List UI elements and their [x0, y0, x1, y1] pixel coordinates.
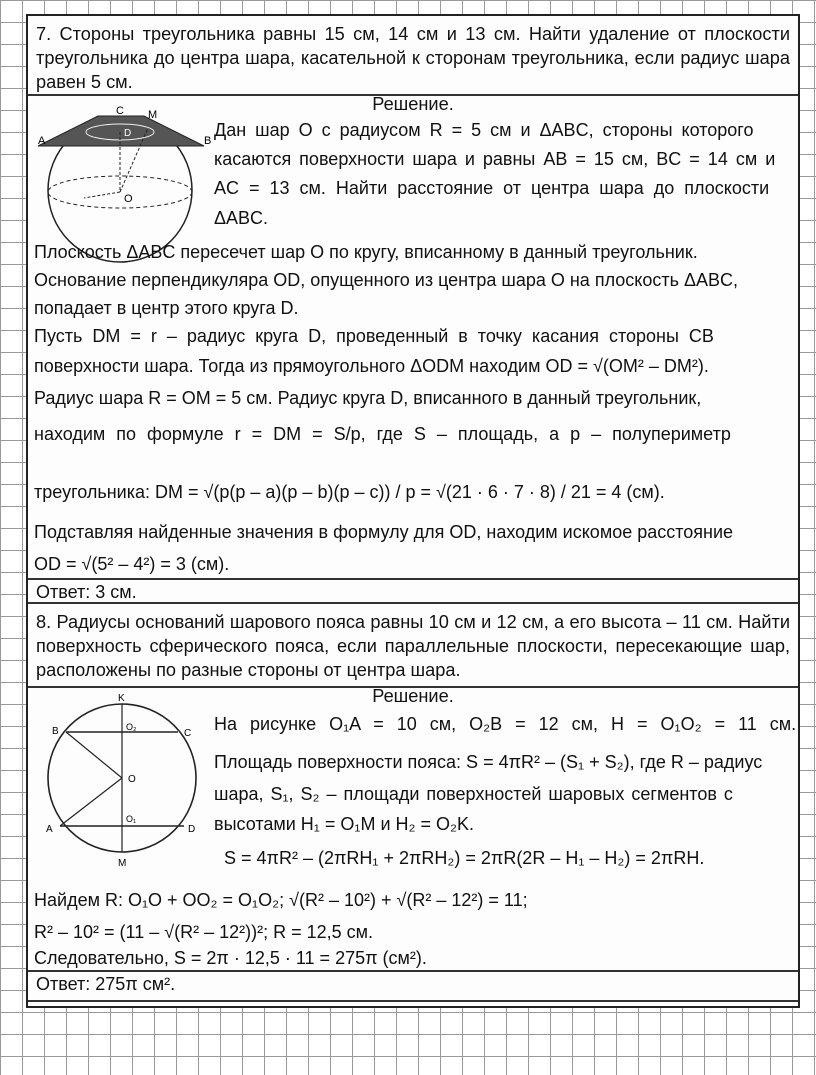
p8-line-1: На рисунке O₁A = 10 см, O₂B = 12 см, H = O₁O₂ = 11 см.: [214, 714, 797, 734]
svg-text:D: D: [124, 128, 132, 139]
spherical-zone-figure: [34, 692, 214, 872]
svg-text:O₂: O₂: [126, 722, 137, 732]
p7-line-8: Пусть DM = r – радиус круга D, проведенный в точку касания стороны CB: [34, 326, 714, 346]
svg-text:O: O: [128, 774, 136, 785]
p8-line-8: Следовательно, S = 2π · 12,5 · 11 = 275π (см²).: [34, 948, 427, 968]
p7-line-1: Дан шар O с радиусом R = 5 см и ΔABC, стороны которого: [214, 120, 754, 140]
svg-text:O₁: O₁: [126, 814, 137, 824]
svg-text:A: A: [46, 824, 53, 835]
p8-line-3: шара, S₁, S₂ – площади поверхностей шаровых сегментов с: [214, 784, 733, 804]
p7-line-12: треугольника: DM = √(p(p – a)(p – b)(p – c)) / p = √(21 · 6 · 7 · 8) / 21 = 4 (см).: [34, 482, 665, 502]
p7-line-11: находим по формуле r = DM = S/p, где S – площадь, а p – полупериметр: [34, 424, 731, 444]
problem-8-solution: [28, 688, 798, 972]
svg-text:M: M: [118, 858, 127, 869]
p7-line-14: OD = √(5² – 4²) = 3 (см).: [34, 554, 230, 574]
problem-8-statement: 8. Радиусы оснований шарового пояса равны 10 см и 12 см, а его высота – 11 см. Найти поверхность сферического пояса, если параллельные плоскости, пересекающие шар, расположены по разные стороны от центра шара.: [28, 604, 798, 688]
p8-line-5: S = 4πR² – (2πRH₁ + 2πRH₂) = 2πR(2R – H₁ – H₂) = 2πRH.: [224, 848, 705, 868]
p7-line-3: AC = 13 см. Найти расстояние от центра шара до плоскости: [214, 178, 770, 198]
svg-text:A: A: [38, 135, 46, 147]
p7-line-10: Радиус шара R = OM = 5 см. Радиус круга D, вписанного в данный треугольник,: [34, 388, 702, 408]
svg-text:C: C: [116, 106, 124, 117]
p7-line-4: ΔABC.: [214, 208, 269, 228]
solution-heading: Решение.: [372, 686, 454, 706]
svg-text:K: K: [118, 693, 125, 704]
p7-line-7: попадает в центр этого круга D.: [34, 298, 299, 318]
svg-text:C: C: [184, 728, 192, 739]
p7-line-2: касаются поверхности шара и равны AB = 15 см, BC = 14 см и: [214, 149, 776, 169]
svg-text:O: O: [124, 193, 133, 205]
worksheet: [26, 14, 800, 1008]
svg-text:D: D: [188, 824, 196, 835]
p7-line-13: Подставляя найденные значения в формулу для OD, находим искомое расстояние: [34, 522, 734, 542]
svg-text:B: B: [204, 135, 212, 147]
svg-text:M: M: [148, 109, 158, 121]
solution-heading: Решение.: [372, 94, 454, 114]
p7-line-6: Основание перпендикуляра OD, опущенного из центра шара O на плоскость ΔABC,: [34, 270, 739, 290]
problem-8-answer: Ответ: 275π см².: [28, 972, 798, 1002]
svg-text:B: B: [52, 726, 59, 737]
p7-line-9: поверхности шара. Тогда из прямоугольного ΔODM находим OD = √(OM² – DM²).: [34, 356, 709, 376]
p8-line-2: Площадь поверхности пояса: S = 4πR² – (S₁ + S₂), где R – радиус: [214, 752, 763, 772]
p7-line-5: Плоскость ΔABC пересечет шар O по кругу, вписанному в данный треугольник.: [34, 242, 698, 262]
p8-line-6: Найдем R: O₁O + OO₂ = O₁O₂; √(R² – 10²) + √(R² – 12²) = 11;: [34, 890, 528, 910]
p8-line-4: высотами H₁ = O₁M и H₂ = O₂K.: [214, 814, 475, 834]
p8-line-7: R² – 10² = (11 – √(R² – 12²))²; R = 12,5 см.: [34, 922, 374, 942]
problem-7-answer: Ответ: 3 см.: [28, 580, 798, 604]
problem-7-statement: 7. Стороны треугольника равны 15 см, 14 см и 13 см. Найти удаление от плоскости треугольника до центра шара, касательной к сторонам треугольника, если радиус шара равен 5 см.: [28, 16, 798, 96]
problem-7-solution: [28, 96, 798, 580]
